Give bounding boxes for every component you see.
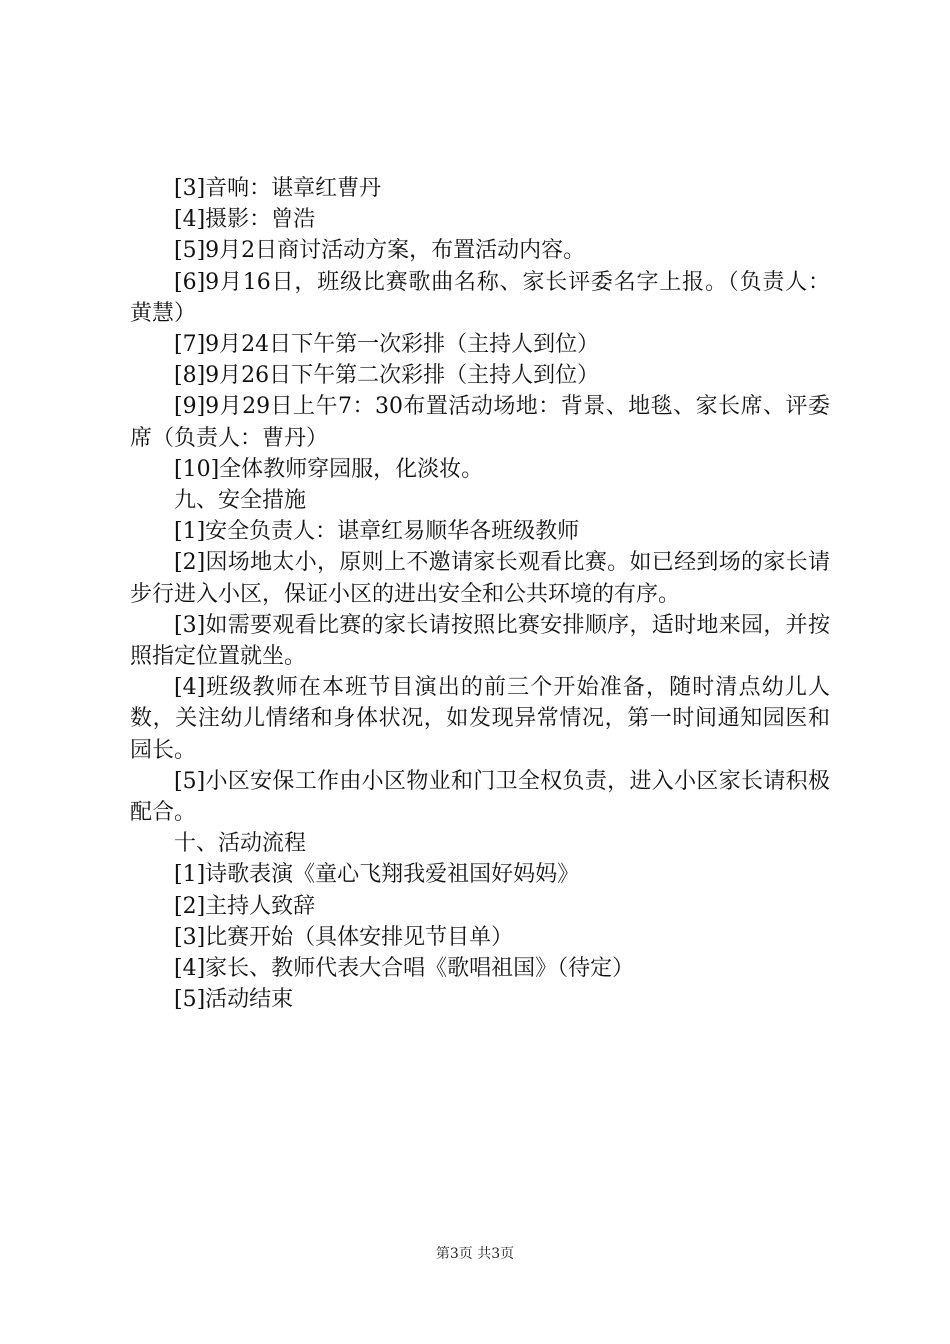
document-body [130,173,830,1015]
paragraph-sound: [3]音响：谌章红曹丹 [174,176,382,201]
paragraph-photography: [4]摄影：曾浩 [174,207,316,233]
paragraph-sept-26: [8]9月26日下午第二次彩排（主持人到位） [174,363,600,389]
paragraph-safety-2: [2]因场地太小，原则上不邀请家长观看比赛。如已经到场的家长请步行进入小区，保证小区的进出安全和公共环境的有序。 [130,550,830,607]
paragraph-sept-2: [5]9月2日商讨活动方案，布置活动内容。 [174,238,586,264]
paragraph-process-4: [4]家长、教师代表大合唱《歌唱祖国》（待定） [174,956,635,982]
page-footer [0,1244,950,1264]
paragraph-sept-16: [6]9月16日，班级比赛歌曲名称、家长评委名字上报。（负责人：黄慧） [130,269,830,326]
paragraph-process-3: [3]比赛开始（具体安排见节目单） [174,924,514,950]
paragraph-sept-24: [7]9月24日下午第一次彩排（主持人到位） [174,332,600,358]
paragraph-sept-29: [9]9月29日上午7：30布置活动场地：背景、地毯、家长席、评委席（负责人：曹丹） [130,394,830,451]
page-number: 第3页 共3页 [435,1246,515,1262]
paragraph-process-2: [2]主持人致辞 [174,893,316,919]
paragraph-safety-3: [3]如需要观看比赛的家长请按照比赛安排顺序，适时地来园，并按照指定位置就坐。 [130,612,830,670]
paragraph-safety-4: [4]班级教师在本班节目演出的前三个开始准备，随时清点幼儿人数，关注幼儿情绪和身体状况，如发现异常情况，第一时间通知园医和园长。 [130,675,830,763]
paragraph-process-1: [1]诗歌表演《童心飞翔我爱祖国好妈妈》 [174,862,580,888]
section-heading-process: 十、活动流程 [174,831,307,857]
paragraph-teacher-dress: [10]全体教师穿园服，化淡妆。 [174,456,484,482]
section-heading-safety: 九、安全措施 [174,488,307,514]
paragraph-safety-5: [5]小区安保工作由小区物业和门卫全权负责，进入小区家长请积极配合。 [130,768,830,826]
paragraph-safety-1: [1]安全负责人：谌章红易顺华各班级教师 [174,519,580,545]
paragraph-process-5: [5]活动结束 [174,987,294,1013]
